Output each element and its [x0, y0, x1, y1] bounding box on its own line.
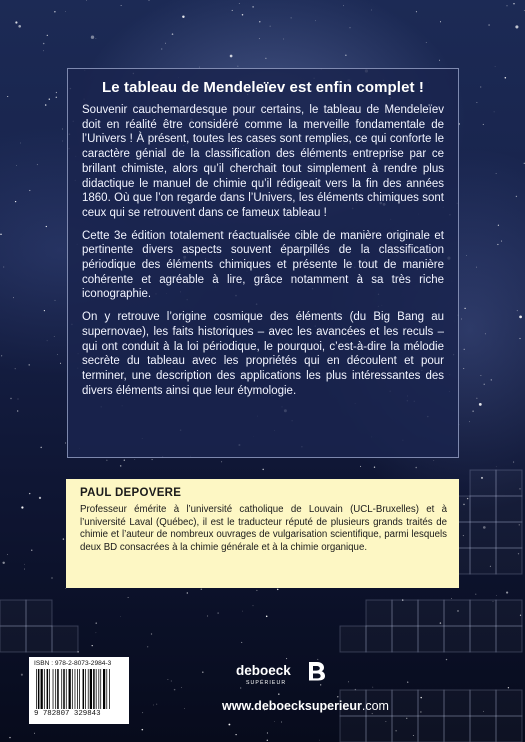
- summary-paragraph: On y retrouve l’origine cosmique des éléments (du Big Bang au supernovae), les faits historiques – avec les avancées et les reculs – qui ont conduit à la loi périodique, le pourquoi, c’est-à-dire la mélodie secrète du tableau avec les propriétés qui en découlent et pour terminer, une description des applications les plus intéressantes des divers éléments ainsi que leur étymologie.: [82, 311, 444, 397]
- publisher-logo: [236, 660, 328, 690]
- barcode-box: [29, 657, 129, 724]
- publisher-wordmark: deboeck: [236, 663, 291, 678]
- author-box: [66, 479, 459, 588]
- barcode-image: [34, 669, 124, 709]
- summary-paragraph: Souvenir cauchemardesque pour certains, le tableau de Mendeleïev doit en réalité être considéré comme la merveille fondamentale de l’Univers ! À présent, toutes les cases sont remplies, ce qui conforte le caractère génial de la classification des éléments entreprise par ce brillant chimiste, alors qu’il cherchait tout simplement à rendre plus didactique le manuel de chimie qu’il rédigeait vers la fin des années 1860. Où que l’on regarde dans l’Univers, les éléments chimiques sont ceux qui se retrouvent dans ce fameux tableau !: [82, 104, 444, 219]
- author-name: PAUL DEPOVERE: [80, 487, 182, 499]
- isbn-number: ISBN : 978-2-8073-2984-3: [34, 660, 112, 667]
- summary-panel: [67, 68, 459, 458]
- publisher-b-mark-icon: [306, 661, 326, 681]
- website-domain: www.deboecksuperieur: [222, 699, 362, 713]
- website-tld: .com: [361, 699, 389, 713]
- publisher-subline: SUPÉRIEUR: [246, 680, 287, 686]
- headline: Le tableau de Mendeleïev est enfin complet !: [102, 79, 424, 96]
- barcode-digits: 9 782807 329843: [34, 710, 101, 718]
- publisher-website[interactable]: [222, 699, 389, 713]
- author-bio: Professeur émérite à l’université catholique de Louvain (UCL-Bruxelles) et à l’université Laval (Québec), il est le traducteur réputé de plusieurs grands traités de chimie et l’auteur de nombreux ouvrages de vulgarisation scientifique, parmi lesquels deux BD consacrées à la chimie générale et à la chimie organique.: [80, 504, 447, 553]
- summary-paragraph: Cette 3e édition totalement réactualisée cible de manière originale et pertinente divers aspects souvent éparpillés de la classification périodique des éléments chimiques et présente le tout de manière cohérente et agréable à lire, grâce notamment à sa très riche iconographie.: [82, 229, 444, 301]
